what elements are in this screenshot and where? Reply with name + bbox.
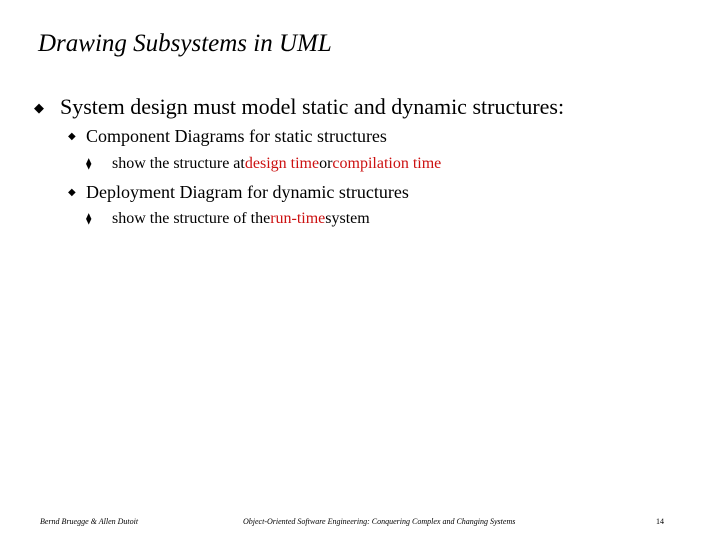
highlight-compilation-time: compilation time (332, 155, 442, 172)
diamond-bullet-icon: ◆ (34, 100, 44, 115)
footer-page-number: 14 (656, 517, 664, 526)
highlight-design-time: design time (244, 155, 320, 172)
diamond-bullet-icon: ◆ (68, 131, 76, 142)
bullet-deployment (68, 182, 409, 203)
diamond-bullet-icon: ⧫ (86, 213, 92, 225)
footer-authors: Bernd Bruegge & Allen Dutoit (40, 517, 139, 526)
bullet-component (68, 126, 387, 147)
bullet-component-text: Component Diagrams for static structures (86, 126, 387, 146)
bullet-main (34, 94, 564, 120)
bullet-component-sub-pre: show the structure at (112, 155, 245, 172)
bullet-deployment-text: Deployment Diagram for dynamic structures (86, 182, 409, 202)
diamond-bullet-icon: ◆ (68, 187, 76, 198)
bullet-component-sub-mid: or (319, 155, 333, 172)
bullet-deployment-sub (86, 210, 370, 228)
diamond-bullet-icon: ⧫ (86, 158, 92, 170)
bullet-component-sub (86, 155, 441, 173)
footer-book-title: Object-Oriented Software Engineering: Conquering Complex and Changing Systems (243, 517, 516, 526)
highlight-run-time: run-time (270, 210, 326, 227)
slide-title: Drawing Subsystems in UML (38, 30, 332, 57)
bullet-deployment-sub-post: system (325, 210, 370, 227)
bullet-deployment-sub-pre: show the structure of the (112, 210, 271, 227)
bullet-main-text: System design must model static and dynamic structures: (60, 94, 565, 119)
